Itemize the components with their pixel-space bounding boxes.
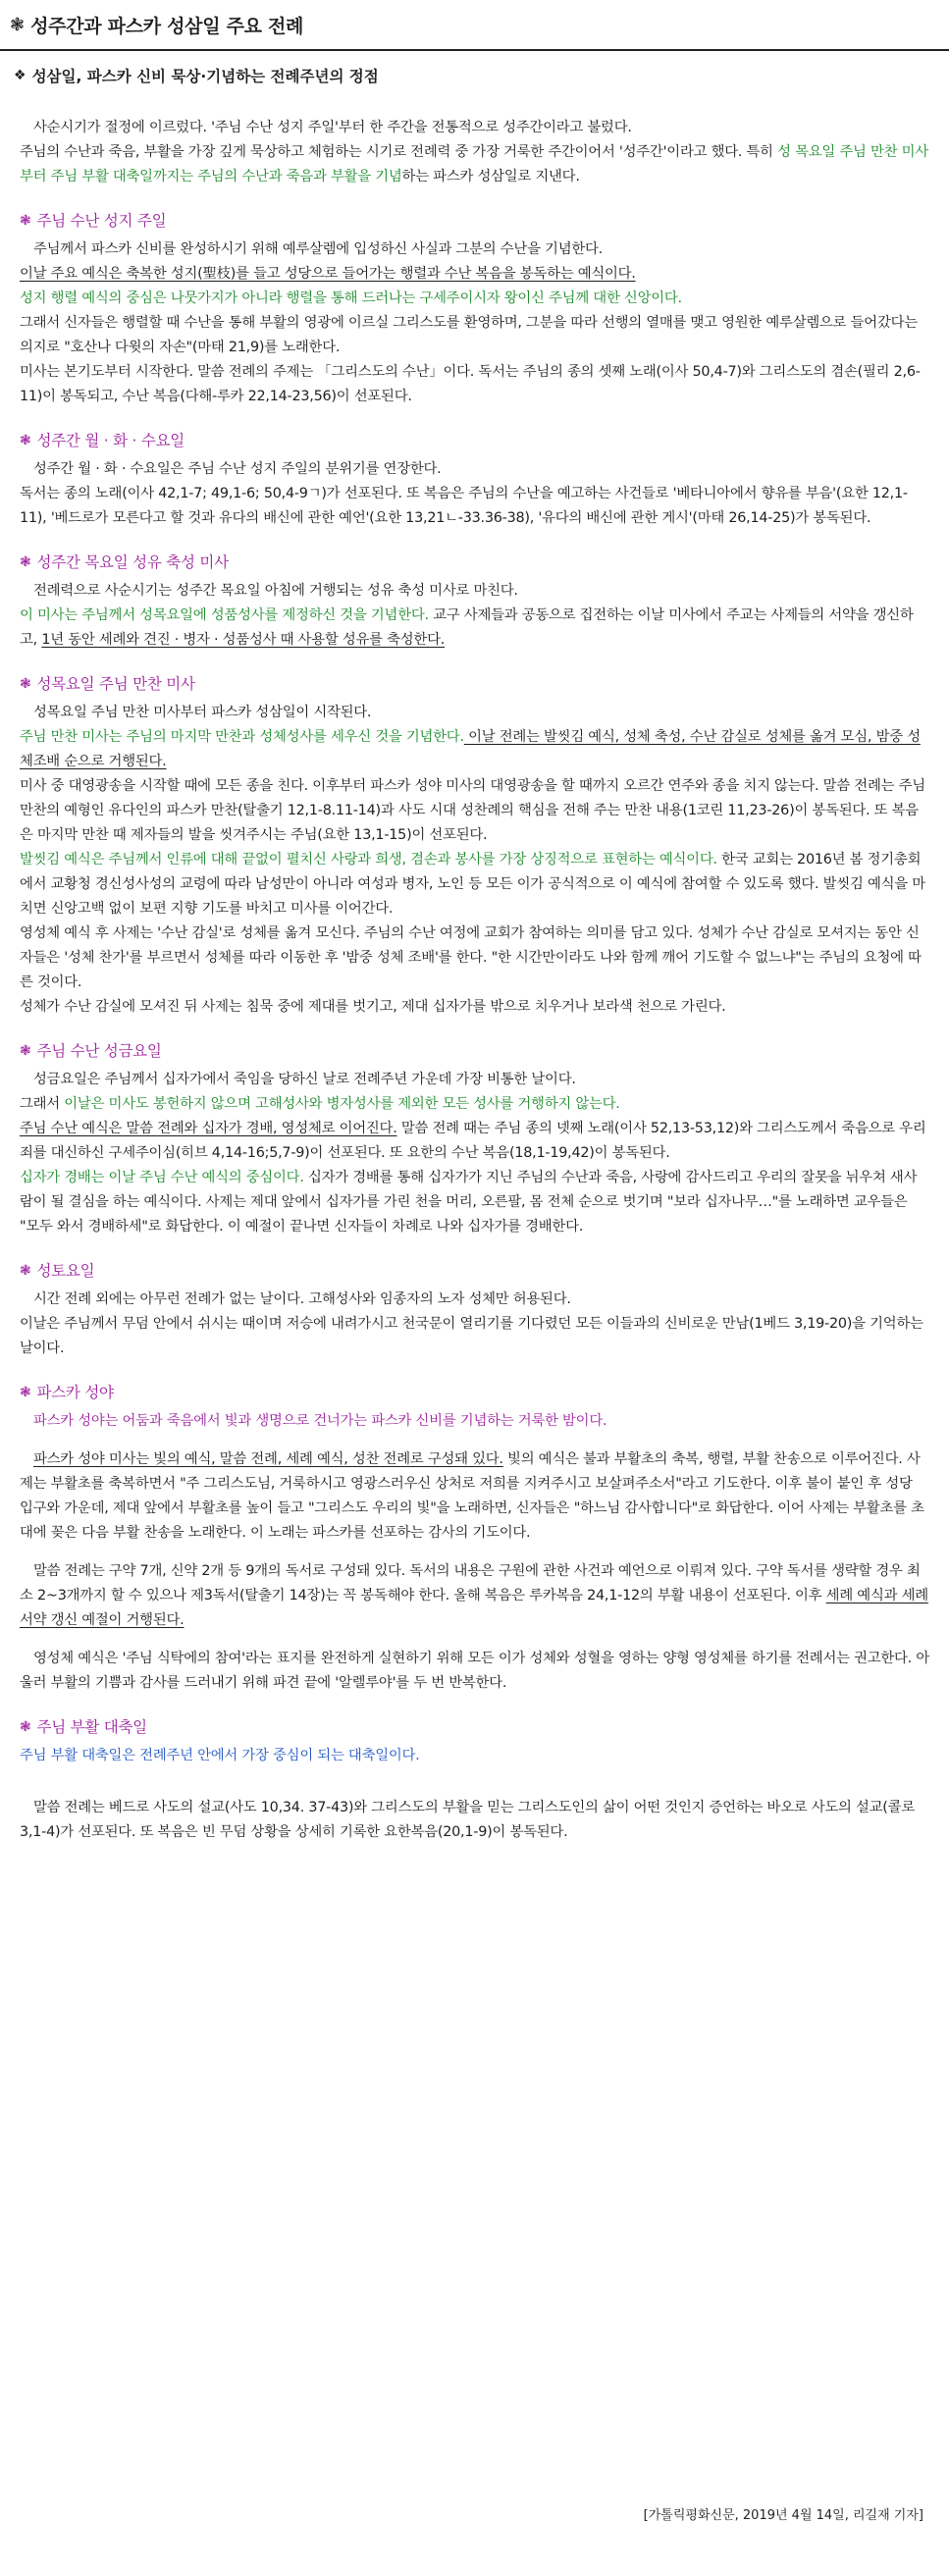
section-heading: ❃ 성목요일 주님 만찬 미사: [20, 672, 929, 697]
section-holy-saturday: [20, 1259, 929, 1361]
paragraph: 성금요일은 주님께서 십자가에서 죽임을 당하신 날로 전례주년 가운데 가장 비통한 날이다.: [33, 1072, 576, 1087]
paragraph: 주님께서 파스카 신비를 완성하시기 위해 예루살렘에 입성하신 사실과 그분의 수난을 기념한다.: [33, 241, 603, 257]
section-heading: ❃ 파스카 성야: [20, 1381, 929, 1405]
paragraph: 이날 주요 예식은 축복한 성지(聖枝)를 들고 성당으로 들어가는 행렬과 수난 복음을 봉독하는 예식이다.: [20, 266, 636, 282]
section-easter-vigil: [20, 1381, 929, 1696]
flower-bullet-icon: ❃: [20, 1385, 31, 1400]
paragraph: 성주간 월 · 화 · 수요일은 주님 수난 성지 주일의 분위기를 연장한다.: [33, 461, 442, 477]
flower-bullet-icon: ❃: [20, 554, 31, 570]
section-heading: ❃ 주님 수난 성금요일: [20, 1039, 929, 1064]
flower-bullet-icon: ❃: [20, 1263, 31, 1279]
paragraph: 미사 중 대영광송을 시작할 때에 모든 종을 친다. 이후부터 파스카 성야 미사의 대영광송을 할 때까지 오르간 연주와 종을 치지 않는다. 말씀 전례는 주님 만찬의 예형인 유다인의 파스카 만찬(탈출기 12,1-8.11-14)과 사도 시대 성찬례의 핵심을 전해 주는 만찬 내용(1코린 11,23-26)이 봉독된다. 또 복음은 마지막 만찬 때 제자들의 발을 씻겨주시는 주님(요한 13,1-15)이 선포된다.: [20, 778, 925, 843]
section-heading: ❃ 주님 부활 대축일: [20, 1715, 929, 1740]
paragraph: 파스카 성야는 어둠과 죽음에서 빛과 생명으로 건너가는 파스카 신비를 기념하는 거룩한 밤이다.: [33, 1413, 607, 1429]
section-good-friday: [20, 1039, 929, 1239]
article-body: [20, 116, 929, 1845]
section-heading: ❃ 성주간 목요일 성유 축성 미사: [20, 551, 929, 575]
intro-highlight: 성 목요일 주님 만찬 미사부터 주님 부활 대축일까지는 주님의 수난과 죽음과 부활을 기념: [20, 144, 928, 184]
paragraph: 성목요일 주님 만찬 미사부터 파스카 성삼일이 시작된다.: [33, 705, 372, 720]
paragraph: 성지 행렬 예식의 중심은 나뭇가지가 아니라 행렬을 통해 드러나는 구세주이시자 왕이신 주님께 대한 신앙이다.: [20, 290, 682, 306]
paragraph: 말씀 전례는 구약 7개, 신약 2개 등 9개의 독서로 구성돼 있다. 독서의 내용은 구원에 관한 사건과 예언으로 이뤄져 있다. 구약 독서를 생략할 경우 최소 2~3개까지 할 수 있으나 제3독서(탈출기 14장)는 꼭 봉독해야 한다. 올해 복음은 루카복음 24,1-12의 부활 내용이 선포된다. 이후 세례 예식과 세례 서약 갱신 예절이 거행된다.: [20, 1563, 928, 1628]
paragraph: 발씻김 예식은 주님께서 인류에 대해 끝없이 펼치신 사랑과 희생, 겸손과 봉사를 가장 상징적으로 표현하는 예식이다. 한국 교회는 2016년 봄 정기총회에서 교황청 경신성사성의 교령에 따라 남성만이 아니라 여성과 병자, 노인 등 모든 이가 공식적으로 이 예식에 참여할 수 있도록 했다. 발씻김 예식을 마치면 신앙고백 없이 보편 지향 기도를 바치고 미사를 이어간다.: [20, 852, 925, 917]
article-title: 성주간과 파스카 성삼일 주요 전례: [30, 15, 304, 37]
paragraph: 영성체 예식은 '주님 식탁에의 참여'라는 표지를 완전하게 실현하기 위해 모든 이가 성체와 성혈을 영하는 양형 영성체를 하기를 전례서는 권고한다. 아울러 부활의 기쁨과 감사를 드러내기 위해 파견 끝에 '알렐루야'를 두 번 반복한다.: [20, 1651, 929, 1691]
section-holy-mon-tue-wed: [20, 429, 929, 531]
flower-bullet-icon: ❃: [20, 433, 31, 448]
paragraph: 이날은 주님께서 무덤 안에서 쉬시는 때이며 저승에 내려가시고 천국문이 열리기를 기다렸던 모든 이들과의 신비로운 만남(1베드 3,19-20)을 기억하는 날이다.: [20, 1316, 923, 1356]
flower-bullet-icon: ❃: [20, 676, 31, 692]
paragraph: 십자가 경배는 이날 주님 수난 예식의 중심이다. 십자가 경배를 통해 십자가가 지닌 주님의 수난과 죽음, 사랑에 감사드리고 우리의 잘못을 뉘우쳐 새사람이 될 결심을 하는 예식이다. 사제는 제대 앞에서 십자가를 가린 천을 머리, 오른팔, 몸 전체 순으로 벗기며 "보라 십자나무…"를 노래하면 교우들은 "모두 와서 경배하세"로 화답한다. 이 예절이 끝나면 신자들이 차례로 나와 십자가를 경배한다.: [20, 1170, 918, 1235]
flower-bullet-icon: ❃: [20, 1719, 31, 1735]
paragraph: 시간 전례 외에는 아무런 전례가 없는 날이다. 고해성사와 임종자의 노자 성체만 허용된다.: [33, 1291, 571, 1307]
diamond-bullet-icon: ❖: [14, 68, 26, 83]
intro-paragraph-2: 주님의 수난과 죽음, 부활을 가장 깊게 묵상하고 체험하는 시기로 전례력 중 가장 거룩한 주간이어서 '성주간'이라고 했다. 특히 성 목요일 주님 만찬 미사부터 주님 부활 대축일까지는 주님의 수난과 죽음과 부활을 기념하는 파스카 성삼일로 지낸다.: [20, 144, 928, 184]
paragraph: 주님 부활 대축일은 전례주년 안에서 가장 중심이 되는 대축일이다.: [20, 1748, 420, 1763]
paragraph: 파스카 성야 미사는 빛의 예식, 말씀 전례, 세례 예식, 성찬 전례로 구성돼 있다. 빛의 예식은 불과 부활초의 축복, 행렬, 부활 찬송으로 이루어진다. 사제는 부활초를 축복하면서 "주 그리스도님, 거룩하시고 영광스러우신 상처로 저희를 지켜주시고 보살펴주소서"라고 기도한다. 이후 불이 붙인 후 성당 입구와 가운데, 제대 앞에서 부활초를 높이 들고 "그리스도 우리의 빛"을 노래하면, 신자들은 "하느님 감사합니다"로 화답한다. 이어 사제는 부활초를 초대에 꽂은 다음 부활 찬송을 노래한다. 이 노래는 파스카를 선포하는 감사의 기도이다.: [20, 1451, 924, 1541]
flower-bullet-icon: ❃: [20, 1043, 31, 1059]
section-heading: ❃ 성주간 월 · 화 · 수요일: [20, 429, 929, 453]
paragraph: 그래서 이날은 미사도 봉헌하지 않으며 고해성사와 병자성사를 제외한 모든 성사를 거행하지 않는다.: [20, 1096, 620, 1112]
section-palm-sunday: [20, 209, 929, 409]
paragraph: 이 미사는 주님께서 성목요일에 성품성사를 제정하신 것을 기념한다. 교구 사제들과 공동으로 집전하는 이날 미사에서 주교는 사제들의 서약을 갱신하고, 1년 동안 세례와 견진 · 병자 · 성품성사 때 사용할 성유를 축성한다.: [20, 607, 914, 648]
paragraph: 주님 수난 예식은 말씀 전례와 십자가 경배, 영성체로 이어진다. 말씀 전례 때는 주님 종의 넷째 노래(이사 52,13-53,12)와 그리스도께서 죽음으로 우리 죄를 대신하신 구세주이심(히브 4,14-16;5,7-9)이 선포된다. 또 요한의 수난 복음(18,1-19,42)이 봉독된다.: [20, 1121, 926, 1161]
article-credit: [가톨릭평화신문, 2019년 4월 14일, 리길재 기자]: [643, 2508, 923, 2523]
section-easter-sunday: [20, 1715, 929, 1845]
intro-paragraph-1: 사순시기가 절정에 이르렀다. '주님 수난 성지 주일'부터 한 주간을 전통적으로 성주간이라고 불렀다.: [33, 120, 632, 135]
section-chrism-mass: [20, 551, 929, 653]
paragraph: 전례력으로 사순시기는 성주간 목요일 아침에 거행되는 성유 축성 미사로 마친다.: [33, 583, 518, 599]
paragraph: 말씀 전례는 베드로 사도의 설교(사도 10,34. 37-43)와 그리스도의 부활을 믿는 그리스도인의 삶이 어떤 것인지 증언하는 바오로 사도의 설교(콜로 3,1-4)가 선포된다. 또 복음은 빈 무덤 상황을 상세히 기록한 요한복음(20,1-9)이 봉독된다.: [20, 1800, 915, 1840]
article-subtitle: [14, 65, 379, 86]
paragraph: 영성체 예식 후 사제는 '수난 감실'로 성체를 옮겨 모신다. 주님의 수난 여정에 교회가 참여하는 의미를 담고 있다. 성체가 수난 감실로 모셔지는 동안 신자들은 '성체 찬가'를 부르면서 성체를 따라 이동한 후 '밤중 성체 조배'를 한다. "한 시간만이라도 나와 함께 깨어 기도할 수 없느냐"는 주님의 요청에 따른 것이다.: [20, 925, 922, 990]
paragraph: 그래서 신자들은 행렬할 때 수난을 통해 부활의 영광에 이르실 그리스도를 환영하며, 그분을 따라 선행의 열매를 맺고 영원한 예루살렘으로 들어갔다는 의지로 "호산나 다윗의 자손"(마태 21,9)를 노래한다.: [20, 315, 918, 355]
paragraph: 독서는 종의 노래(이사 42,1-7; 49,1-6; 50,4-9ㄱ)가 선포된다. 또 복음은 주님의 수난을 예고하는 사건들로 '베타니아에서 향유를 부음'(요한 12,1-11), '베드로가 모른다고 할 것과 유다의 배신에 관한 예언'(요한 13,21ㄴ-33.36-38), '유다의 배신에 관한 게시'(마태 26,14-25)가 봉독된다.: [20, 486, 908, 526]
paragraph: 미사는 본기도부터 시작한다. 말씀 전례의 주제는 「그리스도의 수난」이다. 독서는 주님의 종의 셋째 노래(이사 50,4-7)와 그리스도의 겸손(필리 2,6-11)이 봉독되고, 수난 복음(다해-루카 22,14-23,56)이 선포된다.: [20, 364, 921, 404]
paragraph: 성체가 수난 감실에 모셔진 뒤 사제는 침묵 중에 제대를 벗기고, 제대 십자가를 밖으로 치우거나 보라색 천으로 가린다.: [20, 999, 726, 1015]
section-heading: ❃ 성토요일: [20, 1259, 929, 1284]
paragraph: 주님 만찬 미사는 주님의 마지막 만찬과 성체성사를 세우신 것을 기념한다. 이날 전례는 발씻김 예식, 성체 축성, 수난 감실로 성체를 옮겨 모심, 밤중 성체조배 순으로 거행된다.: [20, 729, 921, 769]
section-lords-supper: [20, 672, 929, 1020]
section-heading: ❃ 주님 수난 성지 주일: [20, 209, 929, 234]
title-bar: [0, 0, 949, 51]
flower-bullet-icon: ❃: [20, 213, 31, 229]
subtitle-text: 성삼일, 파스카 신비 묵상·기념하는 전례주년의 정점: [31, 68, 379, 85]
title-flower-icon: ❃: [10, 14, 26, 35]
